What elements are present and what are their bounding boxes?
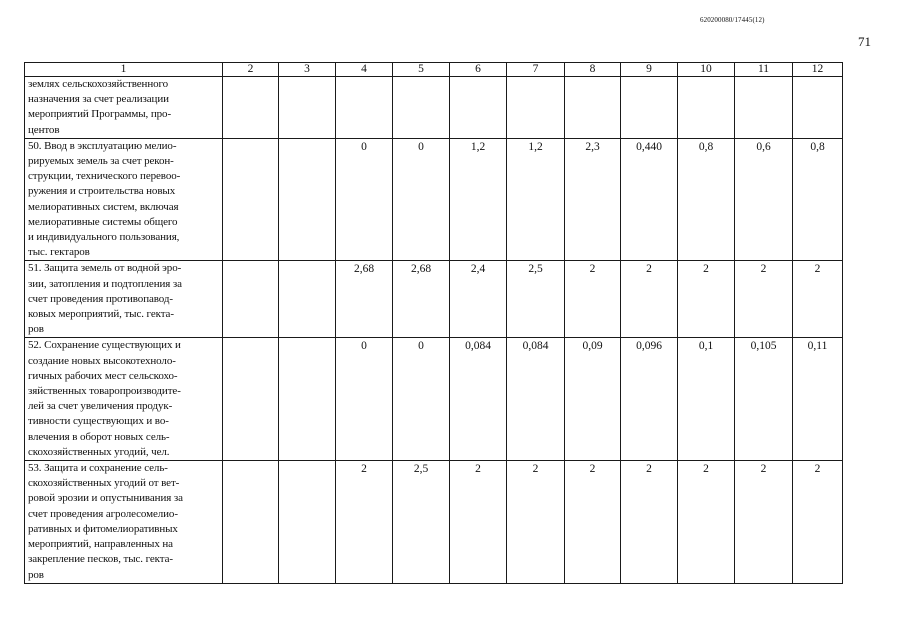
column-header: 2 xyxy=(223,63,279,77)
column-header: 5 xyxy=(393,63,450,77)
value-cell xyxy=(621,77,678,139)
value-cell xyxy=(223,461,279,584)
value-cell: 2 xyxy=(507,461,565,584)
column-header: 12 xyxy=(793,63,843,77)
value-cell: 2 xyxy=(450,461,507,584)
description-line: 51. Защита земель от водной эро- xyxy=(28,262,182,275)
value-cell: 0,084 xyxy=(450,338,507,461)
value-cell xyxy=(565,77,621,139)
description-line: ративных и фитомелиоративных xyxy=(28,522,178,535)
value-cell xyxy=(223,261,279,338)
table-row xyxy=(25,138,843,261)
value-cell: 0,8 xyxy=(678,138,735,261)
description-line: создание новых высокотехноло- xyxy=(28,354,176,367)
value-cell: 0,8 xyxy=(793,138,843,261)
value-cell: 0,11 xyxy=(793,338,843,461)
value-cell: 2 xyxy=(793,461,843,584)
value-cell: 0 xyxy=(393,138,450,261)
value-cell xyxy=(450,77,507,139)
value-cell: 0,096 xyxy=(621,338,678,461)
description-line: ружения и строительства новых xyxy=(28,185,176,198)
description-line: 53. Защита и сохранение сель- xyxy=(28,462,168,475)
column-header: 6 xyxy=(450,63,507,77)
value-cell: 1,2 xyxy=(507,138,565,261)
value-cell: 0 xyxy=(336,338,393,461)
value-cell xyxy=(507,77,565,139)
description-line: ров xyxy=(28,323,44,336)
description-line: землях сельскохозяйственного xyxy=(28,78,169,90)
value-cell: 2 xyxy=(793,261,843,338)
description-line: скохозяйственных угодий, чел. xyxy=(28,445,170,458)
value-cell: 0,084 xyxy=(507,338,565,461)
value-cell xyxy=(223,338,279,461)
description-line: мелиоративных систем, включая xyxy=(28,200,179,213)
description-line: влечения в оборот новых сель- xyxy=(28,430,170,443)
description-line: мелиоративные системы общего xyxy=(28,215,178,228)
value-cell: 0,105 xyxy=(735,338,793,461)
value-cell xyxy=(336,77,393,139)
description-line: закрепление песков, тыс. гекта- xyxy=(28,553,173,566)
indicator-description xyxy=(25,138,223,261)
value-cell xyxy=(279,77,336,139)
table-row xyxy=(25,461,843,584)
description-line: 52. Сохранение существующих и xyxy=(28,339,181,352)
indicators-table xyxy=(24,62,843,584)
value-cell xyxy=(223,138,279,261)
value-cell xyxy=(279,261,336,338)
column-header: 10 xyxy=(678,63,735,77)
value-cell xyxy=(393,77,450,139)
value-cell: 2 xyxy=(621,261,678,338)
value-cell xyxy=(279,461,336,584)
value-cell: 2,3 xyxy=(565,138,621,261)
description-line: 50. Ввод в эксплуатацию мелио- xyxy=(28,139,177,152)
description-line: мероприятий Программы, про- xyxy=(28,108,172,121)
indicator-description xyxy=(25,461,223,584)
table-body xyxy=(25,77,843,584)
value-cell: 2 xyxy=(336,461,393,584)
description-line: рируемых земель за счет рекон- xyxy=(28,155,174,168)
value-cell: 2 xyxy=(678,261,735,338)
description-line: ров xyxy=(28,568,44,581)
description-line: струкции, технического перевоо- xyxy=(28,170,181,183)
table-row xyxy=(25,77,843,139)
description-line: назначения за счет реализации xyxy=(28,93,169,106)
value-cell: 2,5 xyxy=(507,261,565,338)
page-number: 71 xyxy=(858,34,871,49)
column-header: 9 xyxy=(621,63,678,77)
description-line: счет проведения агролесомелио- xyxy=(28,507,178,520)
value-cell: 0 xyxy=(336,138,393,261)
description-line: мероприятий, направленных на xyxy=(28,538,173,551)
description-line: лей за счет увеличения продук- xyxy=(28,400,173,413)
value-cell xyxy=(793,77,843,139)
description-line: центов xyxy=(28,123,60,136)
description-line: тивности существующих и во- xyxy=(28,415,169,428)
value-cell: 2 xyxy=(565,461,621,584)
value-cell: 2,4 xyxy=(450,261,507,338)
value-cell: 0,6 xyxy=(735,138,793,261)
value-cell: 2 xyxy=(735,461,793,584)
column-header: 4 xyxy=(336,63,393,77)
indicator-description xyxy=(25,261,223,338)
value-cell: 2,68 xyxy=(336,261,393,338)
description-line: зии, затопления и подтопления за xyxy=(28,277,182,290)
value-cell: 2 xyxy=(621,461,678,584)
description-line: гичных рабочих мест сельскохо- xyxy=(28,369,178,382)
value-cell: 2 xyxy=(565,261,621,338)
table-header-row xyxy=(25,63,843,77)
column-header: 1 xyxy=(25,63,223,77)
table-row xyxy=(25,261,843,338)
column-header: 3 xyxy=(279,63,336,77)
column-header: 11 xyxy=(735,63,793,77)
value-cell xyxy=(223,77,279,139)
value-cell: 2,5 xyxy=(393,461,450,584)
value-cell: 0,1 xyxy=(678,338,735,461)
description-line: и индивидуального пользования, xyxy=(28,231,180,244)
value-cell: 0 xyxy=(393,338,450,461)
description-line: ровой эрозии и опустынивания за xyxy=(28,492,183,505)
value-cell: 2 xyxy=(678,461,735,584)
column-header: 7 xyxy=(507,63,565,77)
value-cell xyxy=(678,77,735,139)
description-line: зяйственных товаропроизводите- xyxy=(28,385,181,398)
value-cell xyxy=(735,77,793,139)
value-cell xyxy=(279,138,336,261)
value-cell: 2 xyxy=(735,261,793,338)
value-cell: 2,68 xyxy=(393,261,450,338)
value-cell: 1,2 xyxy=(450,138,507,261)
table-row xyxy=(25,338,843,461)
value-cell xyxy=(279,338,336,461)
description-line: скохозяйственных угодий от вет- xyxy=(28,477,180,490)
column-header: 8 xyxy=(565,63,621,77)
value-cell: 0,09 xyxy=(565,338,621,461)
value-cell: 0,440 xyxy=(621,138,678,261)
indicator-description xyxy=(25,77,223,139)
description-line: ковых мероприятий, тыс. гекта- xyxy=(28,308,174,321)
description-line: тыс. гектаров xyxy=(28,246,90,259)
description-line: счет проведения противопавод- xyxy=(28,292,173,305)
indicator-description xyxy=(25,338,223,461)
document-code: 620200080/17445(12) xyxy=(700,16,765,24)
